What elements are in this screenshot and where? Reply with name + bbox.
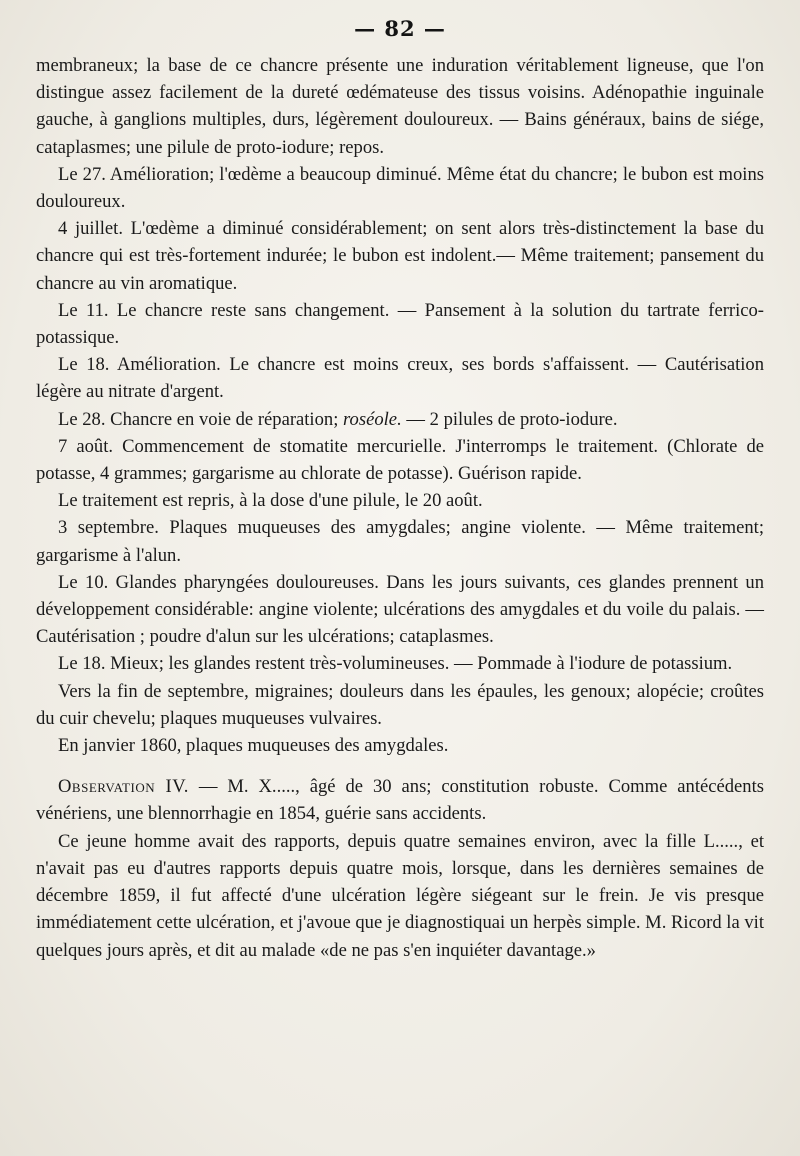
paragraph-continued: membraneux; la base de ce chancre présente une induration véritablement ligneuse, que l'on distingue assez facilement de la dureté œdémateuse des tissus voisins. Adénopathie inguinale gauche, à ganglions multiples, durs, légèrement douloureux. — Bains généraux, bains de siége, cataplasmes; une pilule de proto-iodure; repos.	[36, 55, 764, 158]
paragraph-28-after: — 2 pilules de proto-iodure.	[406, 408, 618, 430]
paragraph-3-septembre: 3 septembre. Plaques muqueuses des amygdales; angine violente. — Même traitement; gargarisme à l'alun.	[36, 517, 764, 566]
paragraph-18: Le 18. Amélioration. Le chancre est moins creux, ses bords s'affaissent. — Cautérisation légère au nitrate d'argent.	[36, 354, 764, 403]
paragraph-4-juillet: 4 juillet. L'œdème a diminué considérablement; on sent alors très-distinctement la base du chancre qui est très-fortement indurée; le bubon est indolent.— Même traitement; pansement du chancre au vin aromatique.	[36, 218, 764, 294]
paragraph-28-lead: Le 28.	[58, 408, 106, 430]
paragraph-janvier-1860: En janvier 1860, plaques muqueuses des amygdales.	[58, 735, 449, 757]
observation-heading-paragraph	[36, 773, 764, 827]
paragraph-fin-septembre: Vers la fin de septembre, migraines; douleurs dans les épaules, les genoux; alopécie; croûtes du cuir chevelu; plaques muqueuses vulvaires.	[36, 680, 764, 729]
roseole-italic: roséole.	[343, 408, 402, 430]
paragraph-11: Le 11. Le chancre reste sans changement. — Pansement à la solution du tartrate ferrico-potassique.	[36, 299, 764, 349]
observation-heading: Observation IV.	[58, 776, 189, 798]
paragraph-traitement-repris: Le traitement est repris, à la dose d'une pilule, le 20 août.	[58, 490, 483, 512]
page-body	[36, 52, 764, 964]
observation-body: Ce jeune homme avait des rapports, depuis quatre semaines environ, avec la fille L....., et n'avait pas eu d'autres rapports depuis quatre mois, lorsque, dans les dernières semaines de décembre 1859, il fut affecté d'une ulcération légère siégeant sur le frein. Je vis presque immédiatement cette ulcération, et j'avoue que je diagnostiquai un herpès simple. M. Ricord la vit quelques jours après, et dit au malade «de ne pas s'en inquiéter davantage.»	[36, 830, 764, 961]
paragraph-28-text: Chancre en voie de réparation;	[110, 408, 339, 430]
section-gap	[36, 759, 764, 773]
observation-intro: — M. X....., âgé de 30 ans; constitution robuste. Comme antécédents vénériens, une blennorrhagie en 1854, guérie sans accidents.	[36, 776, 765, 825]
paragraph-7-aout: 7 août. Commencement de stomatite mercurielle. J'interromps le traitement. (Chlorate de potasse, 4 grammes; gargarisme au chlorate de potasse). Guérison rapide.	[36, 435, 764, 485]
paragraph-18-mieux: Le 18. Mieux; les glandes restent très-volumineuses. — Pommade à l'iodure de potassium.	[58, 653, 733, 675]
paragraph-10: Le 10. Glandes pharyngées douloureuses. Dans les jours suivants, ces glandes prennent un développement considérable: angine violente; ulcérations des amygdales et du voile du palais. — Cautérisation ; poudre d'alun sur les ulcérations; cataplasmes.	[36, 571, 764, 648]
paragraph-27: Le 27. Amélioration; l'œdème a beaucoup diminué. Même état du chancre; le bubon est moins douloureux.	[36, 163, 764, 213]
page-number: — 82 —	[354, 16, 446, 41]
paragraph-28	[36, 406, 764, 433]
